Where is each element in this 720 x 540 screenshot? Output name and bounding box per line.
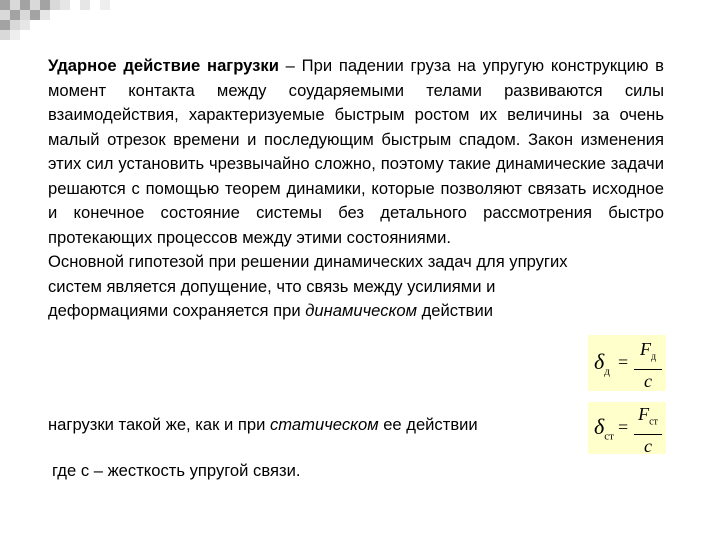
paragraph-impact-load	[48, 54, 664, 250]
equals-sign: =	[618, 417, 629, 437]
delta-symbol: $\delta_{ст}$	[594, 414, 614, 443]
equals-sign: =	[618, 352, 629, 372]
formula-dynamic	[588, 335, 666, 391]
paragraph-hypothesis	[48, 250, 588, 324]
italic-dynamic: динамическом	[305, 301, 417, 320]
static-line-text: нагрузки такой же, как и при	[48, 415, 270, 434]
fraction	[634, 339, 662, 391]
checker-square	[10, 30, 20, 40]
main-text	[48, 54, 664, 324]
hypothesis-tail: действии	[416, 301, 493, 320]
checker-square	[0, 20, 10, 30]
checker-square	[10, 10, 20, 20]
decorative-checker-pattern	[0, 0, 720, 40]
checker-square	[20, 20, 30, 30]
static-line-tail: ее действии	[378, 415, 478, 434]
denominator: c	[644, 435, 652, 456]
checker-square	[0, 0, 10, 10]
checker-square	[100, 0, 110, 10]
static-load-line	[48, 415, 478, 435]
checker-square	[20, 0, 30, 10]
fraction-bar	[634, 434, 662, 435]
delta-symbol: $\delta_д$	[594, 349, 610, 378]
stiffness-note: где с – жесткость упругой связи.	[52, 461, 301, 480]
numerator: $F_{ст}$	[638, 404, 658, 428]
checker-square	[40, 10, 50, 20]
checker-square	[20, 10, 30, 20]
checker-square	[30, 10, 40, 20]
hypothesis-text: Основной гипотезой при решении динамических задач для упругих систем является допущение, что связь между усилиями и деформациями сохраняется при	[48, 252, 568, 320]
paragraph-text: – При падении груза на упругую конструкцию в момент контакта между соударяемыми телами развиваются силы взаимодействия, характеризуемые быстрым ростом их величины за очень малый отрезок времени и последующим быстрым спадом. Закон изменения этих сил установить чрезвычайно сложно, поэтому такие динамические задачи решаются с помощью теорем динамики, которые позволяют связать исходное и конечное состояние системы без детального рассмотрения быстро протекающих процессов между этими состояниями.	[48, 56, 664, 247]
italic-static: статическом	[269, 415, 379, 434]
numerator: $F_д$	[639, 339, 657, 363]
checker-square	[10, 0, 20, 10]
checker-square	[0, 10, 10, 20]
checker-square	[0, 30, 10, 40]
fraction-bar	[634, 369, 662, 370]
checker-square	[40, 0, 50, 10]
checker-square	[30, 0, 40, 10]
term-heading: Ударное действие нагрузки	[48, 56, 279, 75]
formula-static	[588, 402, 666, 454]
checker-square	[80, 0, 90, 10]
checker-square	[60, 0, 70, 10]
checker-square	[50, 0, 60, 10]
fraction	[634, 404, 662, 456]
denominator: c	[644, 370, 652, 391]
checker-square	[10, 20, 20, 30]
